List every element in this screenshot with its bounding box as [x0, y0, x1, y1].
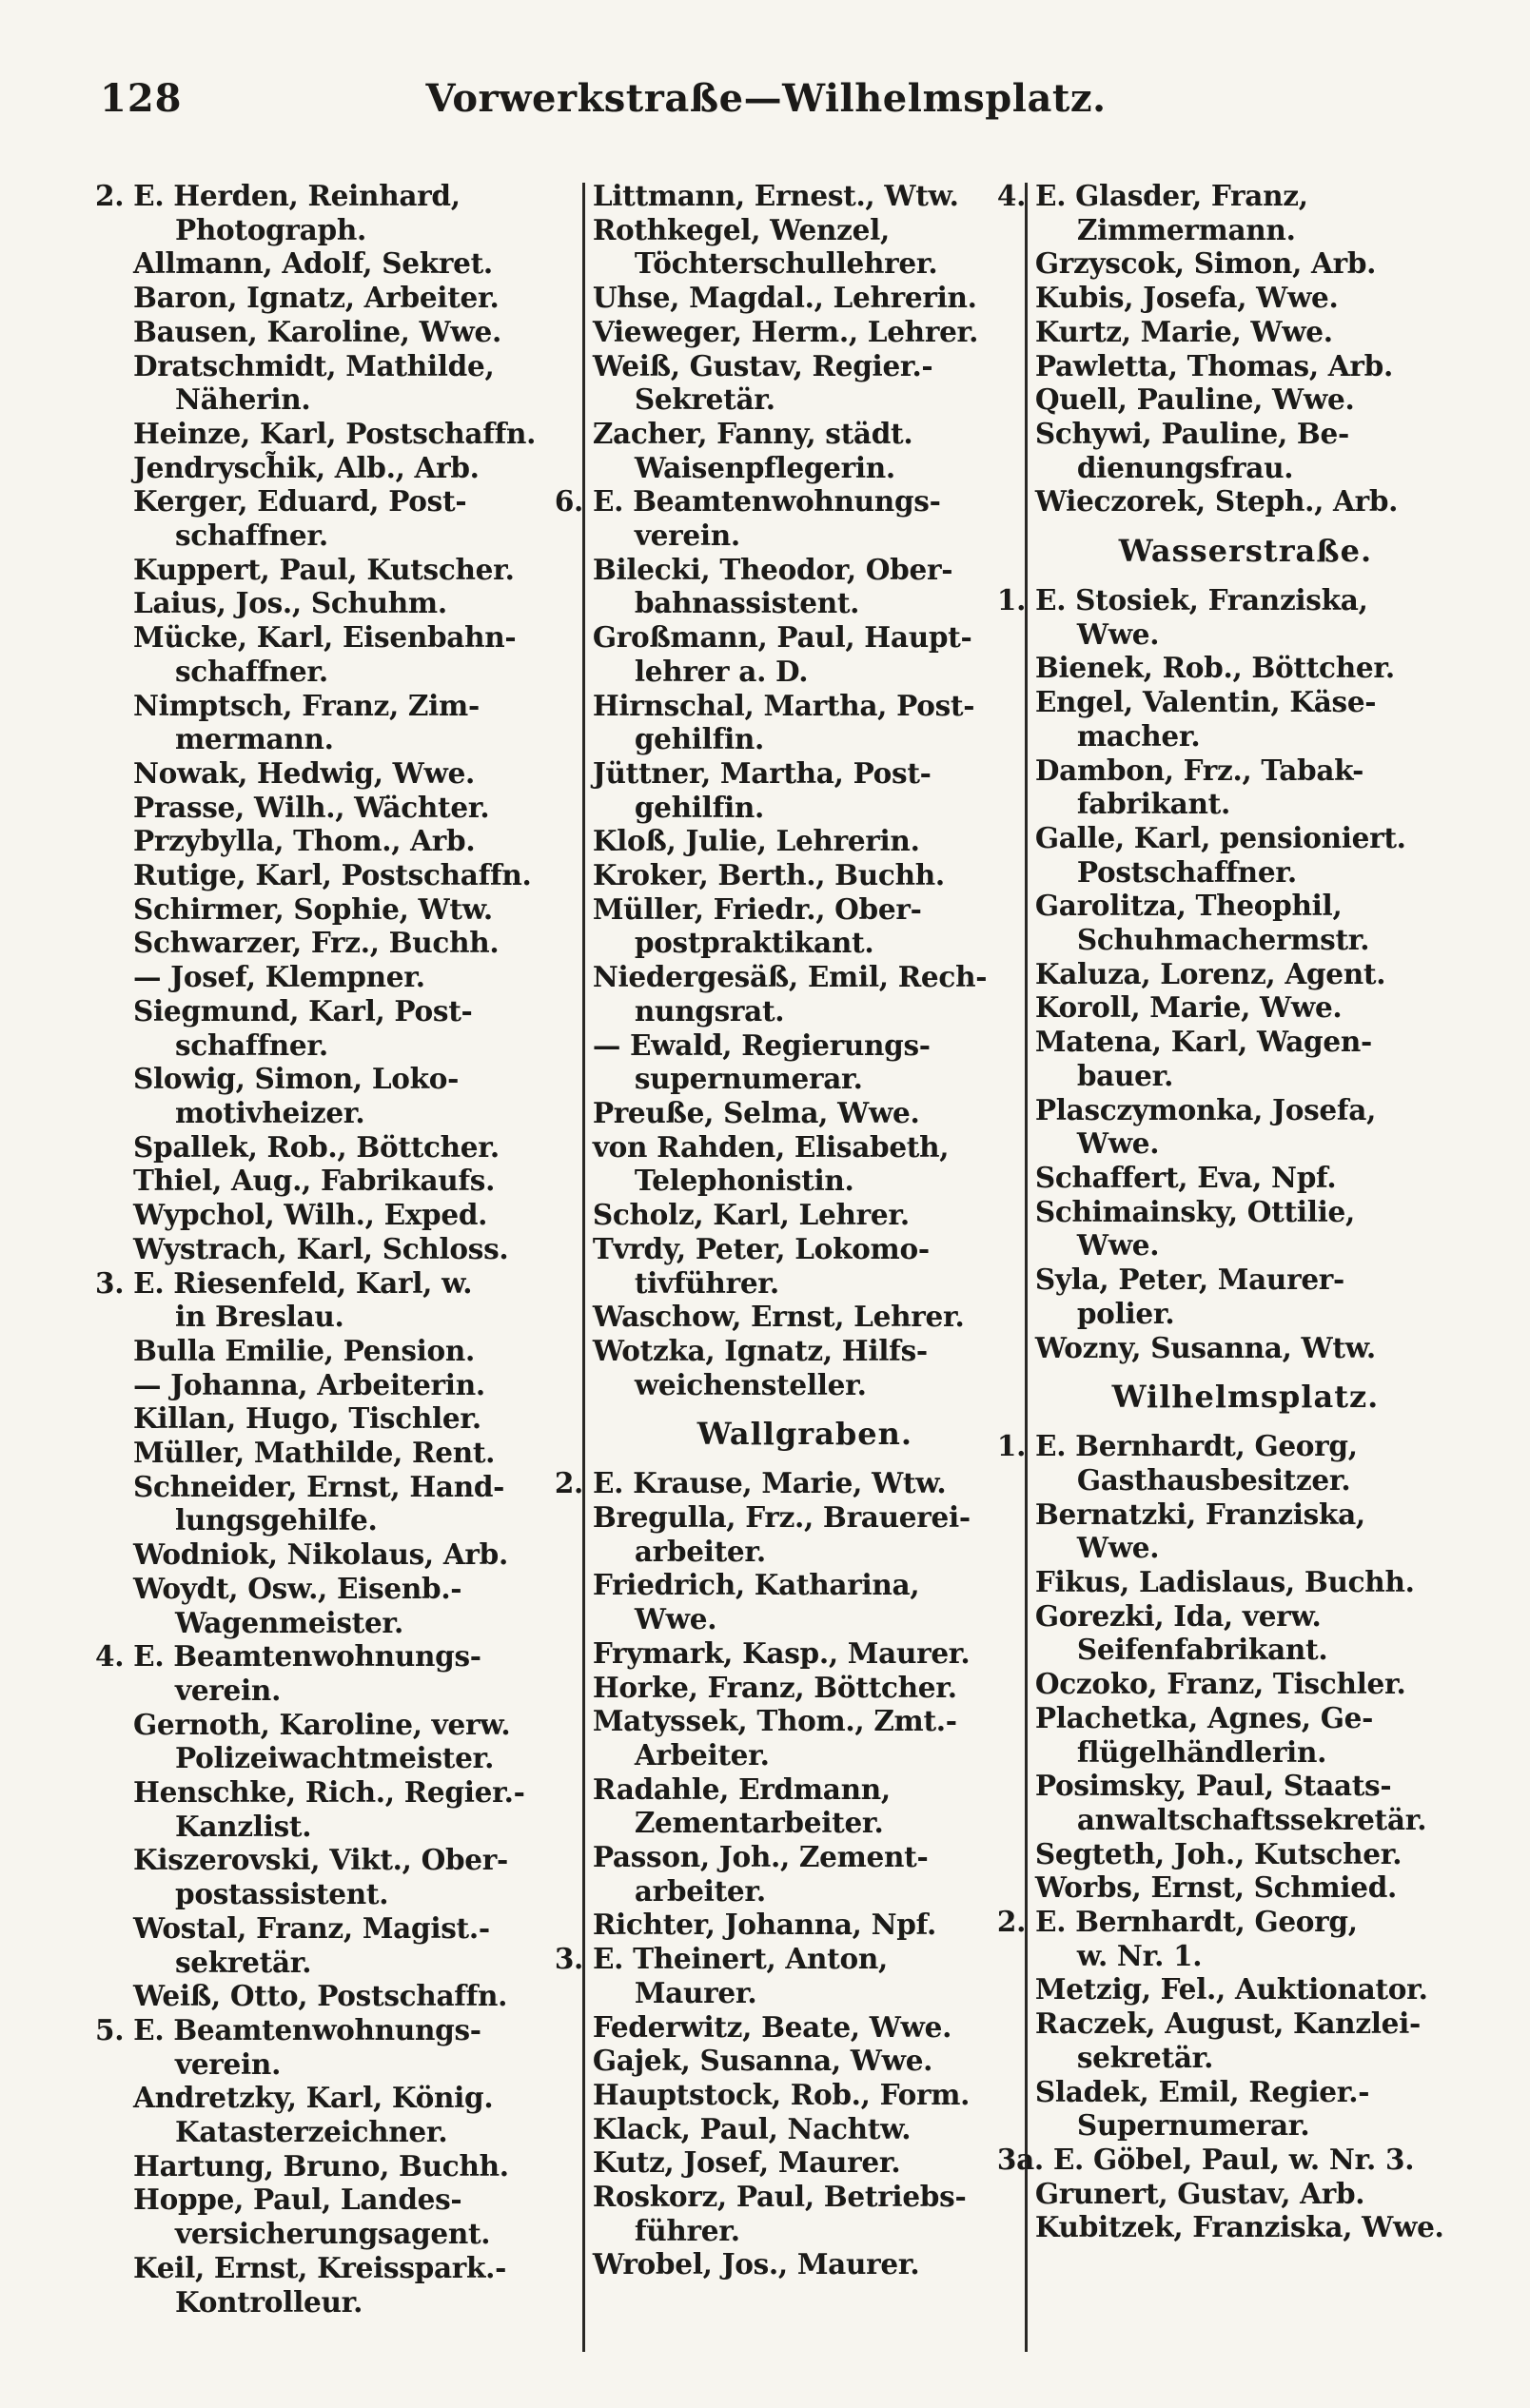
entry-continuation: gehilfin.	[634, 790, 764, 824]
column-2	[554, 179, 1017, 2358]
resident-entry: Hirnschal, Martha, Post-	[592, 688, 975, 722]
entry-continuation: weichensteller.	[634, 1367, 867, 1401]
entry-continuation: in Breslau.	[175, 1300, 344, 1334]
entry-continuation: postassistent.	[175, 1877, 389, 1911]
resident-entry: Spallek, Rob., Böttcher.	[133, 1129, 500, 1164]
resident-entry: Müller, Mathilde, Rent.	[133, 1436, 496, 1470]
resident-entry: Nimptsch, Franz, Zim-	[133, 688, 480, 722]
resident-entry: Müller, Friedr., Ober-	[592, 891, 922, 926]
entry-continuation: Maurer.	[634, 1975, 757, 2009]
entry-continuation: Supernumerar.	[1076, 2108, 1310, 2143]
entry-continuation: verein.	[175, 2046, 282, 2081]
house-entry: 2. E. Herden, Reinhard,	[95, 179, 461, 212]
entry-continuation: Wwe.	[1076, 617, 1160, 651]
resident-entry: — Josef, Klempner.	[133, 960, 425, 994]
entry-continuation: Wwe.	[634, 1602, 717, 1636]
entry-continuation: Polizeiwachtmeister.	[175, 1741, 495, 1775]
entry-continuation: Wwe.	[1076, 1531, 1160, 1565]
resident-entry: Tvrdy, Peter, Lokomo-	[592, 1231, 930, 1265]
resident-entry: Großmann, Paul, Haupt-	[592, 620, 972, 655]
resident-entry: Gorezki, Ida, verw.	[1034, 1598, 1322, 1633]
resident-entry: Bienek, Rob., Böttcher.	[1034, 651, 1395, 685]
entry-continuation: motivheizer.	[175, 1095, 365, 1129]
street-heading: Wallgraben.	[696, 1416, 913, 1453]
resident-entry: Hoppe, Paul, Landes-	[133, 2183, 462, 2217]
resident-entry: Worbs, Ernst, Schmied.	[1034, 1870, 1398, 1905]
entry-continuation: Kanzlist.	[175, 1809, 312, 1843]
resident-entry: Raczek, August, Kanzlei-	[1034, 2007, 1421, 2041]
entry-continuation: Zimmermann.	[1076, 212, 1296, 246]
entry-continuation: nungsrat.	[634, 993, 785, 1028]
resident-entry: Schaffert, Eva, Npf.	[1034, 1160, 1337, 1194]
entry-continuation: polier.	[1076, 1296, 1175, 1330]
resident-entry: Laius, Jos., Schuhm.	[133, 586, 447, 620]
entry-continuation: schaffner.	[175, 654, 328, 688]
entry-continuation: Postschaffner.	[1076, 854, 1297, 889]
resident-entry: Richter, Johanna, Npf.	[592, 1908, 936, 1942]
resident-entry: Hartung, Bruno, Buchh.	[133, 2148, 509, 2183]
resident-entry: Grunert, Gustav, Arb.	[1034, 2176, 1365, 2210]
resident-entry: Allmann, Adolf, Sekret.	[133, 246, 493, 281]
entry-continuation: verein.	[175, 1673, 282, 1707]
resident-entry: Jendrysch̃ik, Alb., Arb.	[133, 450, 480, 484]
entry-continuation: Töchterschullehrer.	[634, 246, 938, 281]
entry-continuation: Seifenfabrikant.	[1076, 1633, 1328, 1667]
resident-entry: Rothkegel, Wenzel,	[592, 212, 890, 246]
house-entry: 3. E. Riesenfeld, Karl, w.	[95, 1265, 473, 1300]
resident-entry: Grzyscok, Simon, Arb.	[1034, 246, 1377, 281]
resident-entry: Wodniok, Nikolaus, Arb.	[133, 1537, 508, 1572]
resident-entry: Kutz, Josef, Maurer.	[592, 2145, 901, 2180]
resident-entry: Kurtz, Marie, Wwe.	[1034, 314, 1333, 348]
entry-continuation: versicherungsagent.	[175, 2217, 491, 2251]
resident-entry: Henschke, Rich., Regier.-	[133, 1775, 525, 1810]
resident-entry: Niedergesäß, Emil, Rech-	[592, 960, 988, 994]
resident-entry: Kiszerovski, Vikt., Ober-	[133, 1843, 508, 1877]
resident-entry: Thiel, Aug., Fabrikaufs.	[133, 1164, 496, 1198]
resident-entry: Garolitza, Theophil,	[1034, 889, 1343, 923]
entry-continuation: schaffner.	[175, 1028, 328, 1062]
resident-entry: Wotzka, Ignatz, Hilfs-	[592, 1333, 928, 1367]
resident-entry: Kloß, Julie, Lehrerin.	[592, 824, 920, 858]
entry-continuation: arbeiter.	[634, 1873, 766, 1908]
entry-continuation: Schuhmachermstr.	[1076, 923, 1370, 957]
entry-continuation: sekretär.	[1076, 2040, 1214, 2074]
resident-entry: Killan, Hugo, Tischler.	[133, 1401, 481, 1436]
resident-entry: Radahle, Erdmann,	[592, 1772, 891, 1806]
resident-entry: Kaluza, Lorenz, Agent.	[1034, 956, 1386, 990]
entry-continuation: schaffner.	[175, 519, 328, 553]
resident-entry: Littmann, Ernest., Wtw.	[592, 179, 959, 212]
resident-entry: Slowig, Simon, Loko-	[133, 1062, 460, 1096]
page-number: 128	[100, 76, 183, 121]
entry-continuation: bahnassistent.	[634, 586, 860, 620]
resident-entry: Weiß, Gustav, Regier.-	[592, 348, 933, 382]
entry-continuation: Arbeiter.	[634, 1737, 770, 1772]
entry-continuation: w. Nr. 1.	[1076, 1938, 1203, 1972]
resident-entry: Jüttner, Martha, Post-	[592, 755, 932, 790]
resident-entry: Oczoko, Franz, Tischler.	[1034, 1667, 1406, 1701]
house-entry: 2. E. Krause, Marie, Wtw.	[554, 1466, 947, 1500]
entry-continuation: fabrikant.	[1076, 787, 1230, 821]
resident-entry: Plachetka, Agnes, Ge-	[1034, 1700, 1374, 1734]
entry-continuation: lungsgehilfe.	[175, 1503, 378, 1537]
entry-continuation: sekretär.	[175, 1945, 312, 1979]
resident-entry: Metzig, Fel., Auktionator.	[1034, 1972, 1428, 2007]
resident-entry: Gernoth, Karoline, verw.	[133, 1707, 511, 1741]
entry-continuation: postpraktikant.	[634, 926, 874, 960]
resident-entry: Heinze, Karl, Postschaffn.	[133, 416, 537, 450]
resident-entry: — Ewald, Regierungs-	[592, 1028, 931, 1062]
resident-entry: — Johanna, Arbeiterin.	[133, 1367, 485, 1401]
entry-continuation: Waisenpflegerin.	[634, 450, 895, 484]
entry-continuation: Photograph.	[175, 212, 366, 246]
entry-continuation: supernumerar.	[634, 1062, 863, 1096]
resident-entry: Prasse, Wilh., Wächter.	[133, 790, 490, 824]
entry-continuation: macher.	[1076, 718, 1201, 753]
entry-continuation: bauer.	[1076, 1058, 1174, 1092]
resident-entry: Galle, Karl, pensioniert.	[1034, 820, 1406, 854]
entry-continuation: Wwe.	[1076, 1228, 1160, 1263]
entry-continuation: Telephonistin.	[634, 1164, 854, 1198]
resident-entry: Wieczorek, Steph., Arb.	[1034, 484, 1399, 519]
resident-entry: Syla, Peter, Maurer-	[1034, 1263, 1344, 1297]
house-entry: 3. E. Theinert, Anton,	[554, 1942, 888, 1976]
column-3	[996, 179, 1456, 2358]
house-entry: 1. E. Bernhardt, Georg,	[996, 1429, 1358, 1463]
resident-entry: Frymark, Kasp., Maurer.	[592, 1635, 971, 1670]
resident-entry: Klack, Paul, Nachtw.	[592, 2111, 912, 2145]
entry-continuation: Wwe.	[1076, 1126, 1160, 1161]
resident-entry: Bausen, Karoline, Wwe.	[133, 314, 501, 348]
entry-continuation: Wagenmeister.	[175, 1605, 403, 1639]
resident-entry: Plasczymonka, Josefa,	[1034, 1092, 1377, 1126]
entry-continuation: flügelhändlerin.	[1076, 1734, 1327, 1769]
resident-entry: Horke, Franz, Böttcher.	[592, 1670, 957, 1704]
entry-continuation: Katasterzeichner.	[175, 2115, 448, 2149]
resident-entry: Rutige, Karl, Postschaffn.	[133, 858, 532, 892]
house-entry: 3a. E. Göbel, Paul, w. Nr. 3.	[996, 2142, 1415, 2176]
resident-entry: Siegmund, Karl, Post-	[133, 993, 473, 1028]
resident-entry: Bilecki, Theodor, Ober-	[592, 552, 953, 586]
resident-entry: Friedrich, Katharina,	[592, 1568, 920, 1602]
resident-entry: Schwarzer, Frz., Buchh.	[133, 926, 500, 960]
directory-columns	[95, 179, 1456, 2358]
entry-continuation: lehrer a. D.	[634, 654, 809, 688]
resident-entry: Kuppert, Paul, Kutscher.	[133, 552, 515, 586]
resident-entry: Uhse, Magdal., Lehrerin.	[592, 281, 977, 315]
resident-entry: Wystrach, Karl, Schloss.	[133, 1231, 509, 1265]
entry-continuation: Näherin.	[175, 382, 311, 417]
house-entry: 5. E. Beamtenwohnungs-	[95, 2012, 481, 2046]
resident-entry: Fikus, Ladislaus, Buchh.	[1034, 1565, 1415, 1599]
resident-entry: Bernatzki, Franziska,	[1034, 1497, 1365, 1531]
entry-continuation: mermann.	[175, 722, 334, 756]
house-entry: 4. E. Glasder, Franz,	[996, 179, 1308, 212]
resident-entry: Matyssek, Thom., Zmt.-	[592, 1704, 957, 1738]
resident-entry: Bregulla, Frz., Brauerei-	[592, 1500, 971, 1535]
resident-entry: Scholz, Karl, Lehrer.	[592, 1198, 910, 1232]
resident-entry: Koroll, Marie, Wwe.	[1034, 990, 1343, 1025]
resident-entry: Bulla Emilie, Pension.	[133, 1333, 476, 1367]
resident-entry: Weiß, Otto, Postschaffn.	[133, 1979, 508, 2013]
entry-continuation: anwaltschaftssekretär.	[1076, 1802, 1427, 1836]
entry-continuation: Zementarbeiter.	[634, 1806, 884, 1840]
resident-entry: Matena, Karl, Wagen-	[1034, 1025, 1372, 1059]
entry-continuation: Sekretär.	[634, 382, 775, 417]
resident-entry: Kubitzek, Franziska, Wwe.	[1034, 2210, 1444, 2244]
entry-continuation: gehilfin.	[634, 722, 764, 756]
resident-entry: Wrobel, Jos., Maurer.	[592, 2247, 920, 2281]
resident-entry: Segteth, Joh., Kutscher.	[1034, 1836, 1402, 1870]
column-rule	[1025, 183, 1028, 2352]
entry-continuation: arbeiter.	[634, 1534, 766, 1568]
entry-continuation: Gasthausbesitzer.	[1076, 1462, 1351, 1497]
entry-continuation: verein.	[634, 519, 740, 553]
resident-entry: Wozny, Susanna, Wtw.	[1034, 1330, 1376, 1364]
resident-entry: Hauptstock, Rob., Form.	[592, 2077, 971, 2111]
column-1	[95, 179, 575, 2358]
page-header	[90, 76, 1442, 133]
entry-continuation: Kontrolleur.	[175, 2284, 363, 2319]
resident-entry: Schimainsky, Ottilie,	[1034, 1194, 1355, 1228]
resident-entry: Sladek, Emil, Regier.-	[1034, 2074, 1370, 2108]
resident-entry: Federwitz, Beate, Wwe.	[592, 2009, 952, 2044]
resident-entry: Schneider, Ernst, Hand-	[133, 1469, 505, 1503]
resident-entry: Schirmer, Sophie, Wtw.	[133, 891, 493, 926]
resident-entry: Waschow, Ernst, Lehrer.	[592, 1300, 965, 1334]
resident-entry: Przybylla, Thom., Arb.	[133, 824, 476, 858]
resident-entry: Andretzky, Karl, König.	[133, 2081, 494, 2115]
resident-entry: Kubis, Josefa, Wwe.	[1034, 281, 1339, 315]
house-entry: 1. E. Stosiek, Franziska,	[996, 583, 1368, 617]
street-heading: Wilhelmsplatz.	[1111, 1379, 1380, 1416]
resident-entry: Pawletta, Thomas, Arb.	[1034, 348, 1393, 382]
resident-entry: Kroker, Berth., Buchh.	[592, 858, 945, 892]
resident-entry: Roskorz, Paul, Betriebs-	[592, 2180, 967, 2214]
resident-entry: Nowak, Hedwig, Wwe.	[133, 755, 476, 790]
resident-entry: Kerger, Eduard, Post-	[133, 484, 467, 519]
entry-continuation: tivführer.	[634, 1265, 779, 1300]
resident-entry: Engel, Valentin, Käse-	[1034, 685, 1377, 719]
resident-entry: Baron, Ignatz, Arbeiter.	[133, 281, 500, 315]
resident-entry: Posimsky, Paul, Staats-	[1034, 1769, 1392, 1803]
resident-entry: Quell, Pauline, Wwe.	[1034, 382, 1355, 417]
resident-entry: Woydt, Osw., Eisenb.-	[133, 1571, 462, 1605]
house-entry: 6. E. Beamtenwohnungs-	[554, 484, 941, 519]
resident-entry: Keil, Ernst, Kreisspark.-	[133, 2250, 507, 2284]
house-entry: 2. E. Bernhardt, Georg,	[996, 1905, 1358, 1939]
house-entry: 4. E. Beamtenwohnungs-	[95, 1639, 481, 1674]
running-title: Vorwerkstraße—Wilhelmsplatz.	[425, 76, 1107, 121]
resident-entry: Passon, Joh., Zement-	[592, 1840, 929, 1874]
entry-continuation: dienungsfrau.	[1076, 450, 1294, 484]
resident-entry: Wypchol, Wilh., Exped.	[133, 1198, 488, 1232]
resident-entry: Vieweger, Herm., Lehrer.	[592, 314, 979, 348]
resident-entry: Gajek, Susanna, Wwe.	[592, 2044, 933, 2078]
resident-entry: Wostal, Franz, Magist.-	[133, 1910, 490, 1945]
resident-entry: Dambon, Frz., Tabak-	[1034, 753, 1364, 787]
street-heading: Wasserstraße.	[1118, 533, 1373, 570]
resident-entry: Schywi, Pauline, Be-	[1034, 416, 1349, 450]
resident-entry: Preuße, Selma, Wwe.	[592, 1095, 920, 1129]
resident-entry: von Rahden, Elisabeth,	[592, 1129, 950, 1164]
resident-entry: Dratschmidt, Mathilde,	[133, 348, 495, 382]
resident-entry: Mücke, Karl, Eisenbahn-	[133, 620, 517, 655]
entry-continuation: führer.	[634, 2213, 740, 2247]
resident-entry: Zacher, Fanny, städt.	[592, 416, 913, 450]
